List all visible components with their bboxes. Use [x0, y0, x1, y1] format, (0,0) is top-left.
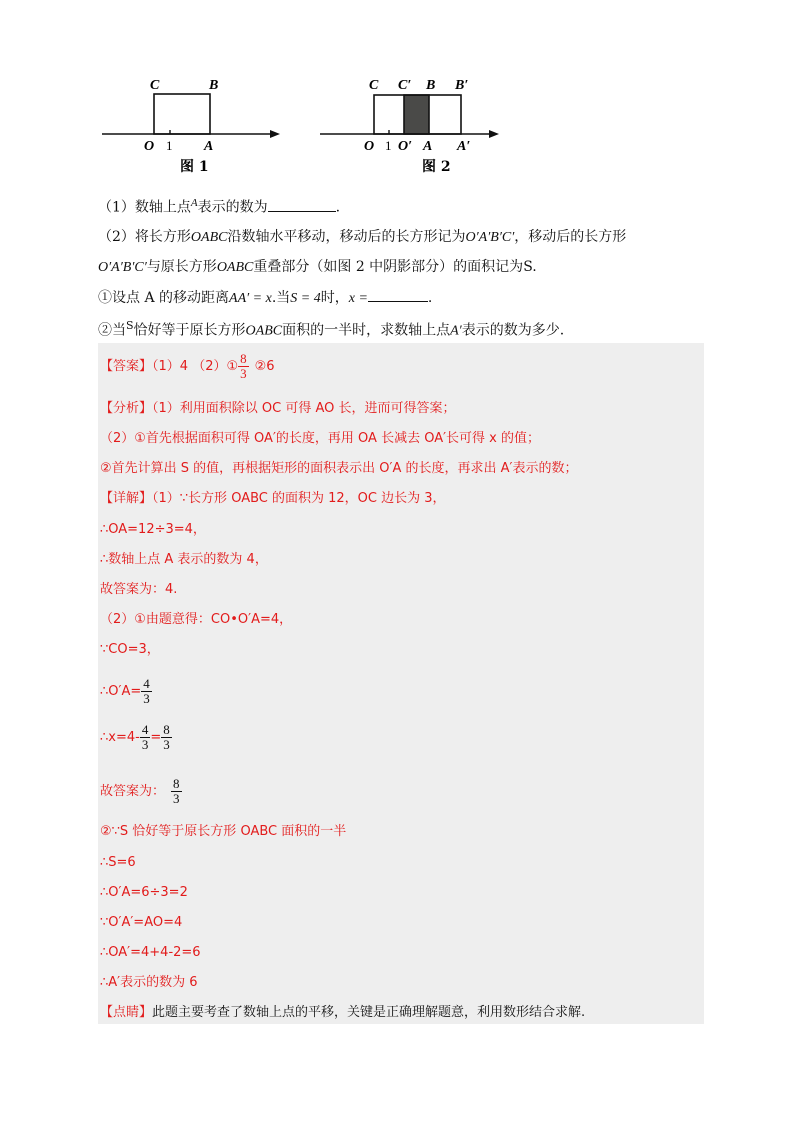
label-A: A: [423, 139, 433, 154]
detail-line-2: ∴OA=12÷3=4，: [100, 522, 206, 537]
label-O: O: [364, 139, 375, 154]
detail-line-7: ∴O′A= $\frac{4}{3}$: [100, 676, 150, 706]
detail-line-14: ∴OA′=4+4-2=6: [100, 945, 201, 960]
fraction-8-3: $\frac{8}{3}$: [173, 776, 180, 806]
fraction-4-3: $\frac{4}{3}$: [143, 676, 150, 706]
detail-line-6: ∵CO=3，: [100, 642, 160, 657]
detail-line-4: 故答案为：4.: [100, 582, 178, 597]
figure-1-caption: 图 1: [180, 159, 209, 175]
detail-line-12: ∴O′A=6÷3=2: [100, 885, 188, 900]
label-A-prime: A′: [457, 139, 471, 154]
detail-line-3: ∴数轴上点 A 表示的数为 4，: [100, 552, 268, 567]
answer-blank-2[interactable]: [368, 287, 428, 302]
detail-line-15: ∴A′表示的数为 6: [100, 975, 198, 990]
rectangle-oabc: [154, 94, 210, 134]
analysis-label-line: 【分析】（1）利用面积除以 OC 可得 AO 长，进而可得答案；: [100, 401, 456, 416]
figure-1: [100, 75, 290, 175]
question-1: （1）数轴上点$^A$表示的数为 .: [98, 197, 341, 216]
analysis-line-2: （2）①首先根据面积可得 OA′的长度，再用 OA 长减去 OA′长可得 x 的值；: [100, 431, 541, 446]
comment-line: 【点睛】此题主要考查了数轴上点的平移，关键是正确理解题意，利用数形结合求解.: [100, 1005, 586, 1020]
question-2-part-2: ②当$^S$恰好等于原长方形OABC面积的一半时，求数轴上点A′表示的数为多少.: [98, 319, 565, 339]
label-1: 1: [385, 138, 392, 153]
question-2-part-1: ①设点 A 的移动距离AA′ = x.当S = 4时，x = .: [98, 287, 432, 309]
detail-line-8: ∴x=4- $\frac{4}{3}$ = $\frac{8}{3}$: [100, 722, 170, 752]
label-C: C: [150, 78, 160, 93]
question-2-line-1: （2）将长方形OABC沿数轴水平移动，移动后的长方形记为O′A′B′C′，移动后的长方形: [98, 229, 627, 245]
detail-line-10: ②∵S 恰好等于原长方形 OABC 面积的一半: [100, 824, 347, 839]
answer-fraction: $\frac{8}{3}$: [240, 351, 247, 381]
detail-line-1: 【详解】（1）∵长方形 OABC 的面积为 12，OC 边长为 3，: [100, 491, 446, 506]
label-A: A: [204, 139, 214, 154]
figure-2-caption: 图 2: [422, 159, 451, 175]
question-2-line-2: O′A′B′C′与原长方形OABC重叠部分（如图 2 中阴影部分）的面积记为S.: [98, 259, 537, 275]
fraction-4-3: $\frac{4}{3}$: [141, 722, 149, 752]
detail-line-11: ∴S=6: [100, 855, 136, 870]
detail-line-9: 故答案为： $\frac{8}{3}$: [100, 776, 180, 806]
fraction-8-3: $\frac{8}{3}$: [163, 722, 170, 752]
answer-line: 【答案】（1）4 （2）① $\frac{8}{3}$ ②6: [100, 351, 275, 381]
label-C-prime: C′: [398, 78, 412, 93]
answer-blank-1[interactable]: [268, 197, 336, 212]
label-O: O: [144, 139, 155, 154]
arrow-head-1: [270, 130, 280, 138]
detail-line-5: （2）①由题意得：CO•O′A=4，: [100, 612, 293, 627]
shaded-overlap: [404, 95, 429, 134]
label-B-prime: B′: [455, 78, 469, 93]
arrow-head-2: [489, 130, 499, 138]
label-O-prime: O′: [398, 139, 413, 154]
detail-line-13: ∵O′A′=AO=4: [100, 915, 183, 930]
figure-2: [318, 75, 508, 175]
label-1: 1: [166, 138, 173, 153]
label-C: C: [369, 78, 379, 93]
analysis-line-3: ②首先计算出 S 的值，再根据矩形的面积表示出 O′A 的长度，再求出 A′表示的数；: [100, 461, 578, 476]
label-B: B: [426, 78, 436, 93]
label-B: B: [209, 78, 219, 93]
